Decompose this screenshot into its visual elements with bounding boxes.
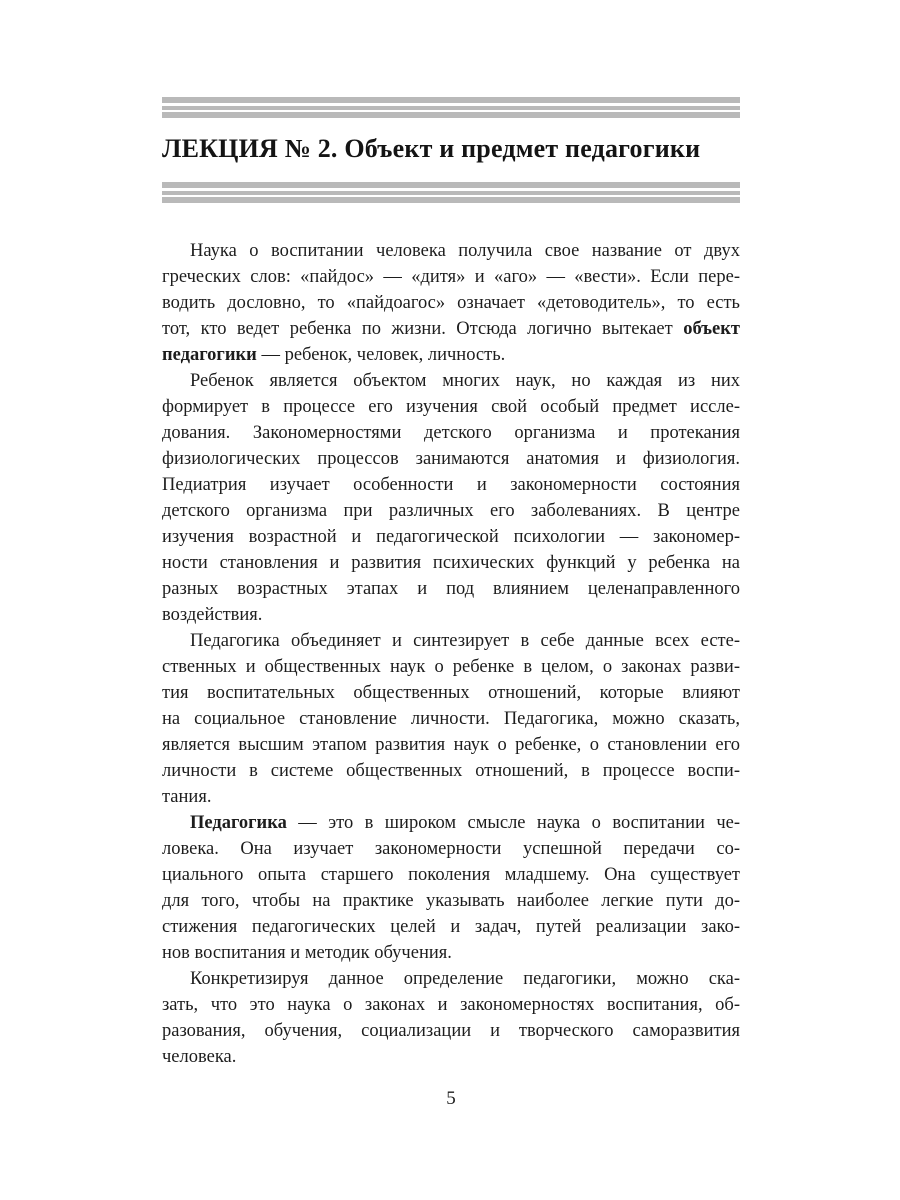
text-line — [162, 316, 740, 342]
paragraph — [162, 966, 740, 1070]
text-line — [162, 472, 740, 498]
text-line — [162, 784, 740, 810]
text-line — [162, 810, 740, 836]
text-segment: ловека. Она изучает закономерности успешной передачи со- — [162, 839, 740, 859]
page-content — [162, 97, 740, 1070]
text-segment: разования, обучения, социализации и творческого саморазвития — [162, 1021, 740, 1041]
text-line — [162, 498, 740, 524]
text-segment: воздействия. — [162, 605, 263, 625]
text-segment: детского организма при различных его заболеваниях. В центре — [162, 501, 740, 521]
rule-line — [162, 191, 740, 195]
text-line — [162, 966, 740, 992]
decorative-rule-bottom — [162, 182, 740, 203]
text-line — [162, 914, 740, 940]
text-line — [162, 420, 740, 446]
text-segment: тия воспитательных общественных отношений, которые влияют — [162, 683, 740, 703]
text-segment: греческих слов: «пайдос» — «дитя» и «аго» — «вести». Если пере- — [162, 267, 740, 287]
text-segment: разных возрастных этапах и под влиянием целенаправленного — [162, 579, 740, 599]
text-segment: дования. Закономерностями детского организма и протекания — [162, 423, 740, 443]
text-line — [162, 394, 740, 420]
page-body — [162, 238, 740, 1070]
text-line — [162, 836, 740, 862]
text-segment: физиологических процессов занимаются анатомия и физиология. — [162, 449, 740, 469]
text-segment: Педиатрия изучает особенности и закономерности состояния — [162, 475, 740, 495]
text-segment: водить дословно, то «пайдоагос» означает «детоводитель», то есть — [162, 293, 740, 313]
text-line — [162, 446, 740, 472]
text-line — [162, 524, 740, 550]
paragraph — [162, 628, 740, 810]
text-segment: изучения возрастной и педагогической психологии — закономер- — [162, 527, 740, 547]
text-line — [162, 758, 740, 784]
page-number: 5 — [446, 1088, 456, 1109]
text-segment: Конкретизируя данное определение педагогики, можно ска- — [190, 969, 740, 989]
text-line — [162, 1018, 740, 1044]
rule-line — [162, 112, 740, 118]
text-line — [162, 238, 740, 264]
text-segment: Ребенок является объектом многих наук, но каждая из них — [190, 371, 740, 391]
text-line — [162, 290, 740, 316]
text-segment: тот, кто ведет ребенка по жизни. Отсюда логично вытекает — [162, 319, 684, 339]
text-line — [162, 706, 740, 732]
text-segment: Педагогика объединяет и синтезирует в себе данные всех есте- — [190, 631, 740, 651]
text-line — [162, 654, 740, 680]
text-segment: циального опыта старшего поколения младшему. Она существует — [162, 865, 740, 885]
page-title: ЛЕКЦИЯ № 2. Объект и предмет педагогики — [162, 134, 701, 163]
text-segment: — ребенок, человек, личность. — [256, 345, 506, 365]
rule-line — [162, 97, 740, 103]
text-line — [162, 940, 740, 966]
text-line — [162, 862, 740, 888]
paragraph — [162, 810, 740, 966]
text-segment: зать, что это наука о законах и закономерностях воспитания, об- — [162, 995, 740, 1015]
text-segment: Наука о воспитании человека получила свое название от двух — [190, 241, 740, 261]
text-line — [162, 888, 740, 914]
text-segment: является высшим этапом развития наук о ребенке, о становлении его — [162, 735, 740, 755]
text-line — [162, 576, 740, 602]
rule-line — [162, 106, 740, 110]
text-line — [162, 368, 740, 394]
text-segment: тания. — [162, 787, 212, 807]
decorative-rule-top — [162, 97, 740, 118]
text-line — [162, 342, 740, 368]
text-line — [162, 550, 740, 576]
text-segment: на социальное становление личности. Педагогика, можно сказать, — [162, 709, 740, 729]
text-line — [162, 680, 740, 706]
text-line — [162, 628, 740, 654]
text-segment: — это в широком смысле наука о воспитании че- — [286, 813, 740, 833]
paragraph — [162, 368, 740, 628]
rule-line — [162, 182, 740, 188]
text-line — [162, 732, 740, 758]
text-segment: человека. — [162, 1047, 237, 1067]
bold-term: педагогики — [162, 345, 257, 365]
text-line — [162, 1044, 740, 1070]
text-segment: ственных и общественных наук о ребенке в целом, о законах разви- — [162, 657, 740, 677]
text-segment: ности становления и развития психических функций у ребенка на — [162, 553, 740, 573]
text-segment: формирует в процессе его изучения свой особый предмет иссле- — [162, 397, 740, 417]
text-segment: для того, чтобы на практике указывать наиболее легкие пути до- — [162, 891, 740, 911]
text-line — [162, 264, 740, 290]
bold-term: Педагогика — [190, 813, 287, 833]
text-segment: нов воспитания и методик обучения. — [162, 943, 452, 963]
text-line — [162, 602, 740, 628]
text-segment: стижения педагогических целей и задач, путей реализации зако- — [162, 917, 740, 937]
bold-term: объект — [683, 319, 740, 339]
paragraph — [162, 238, 740, 368]
text-line — [162, 992, 740, 1018]
rule-line — [162, 197, 740, 203]
text-segment: личности в системе общественных отношений, в процессе воспи- — [162, 761, 740, 781]
